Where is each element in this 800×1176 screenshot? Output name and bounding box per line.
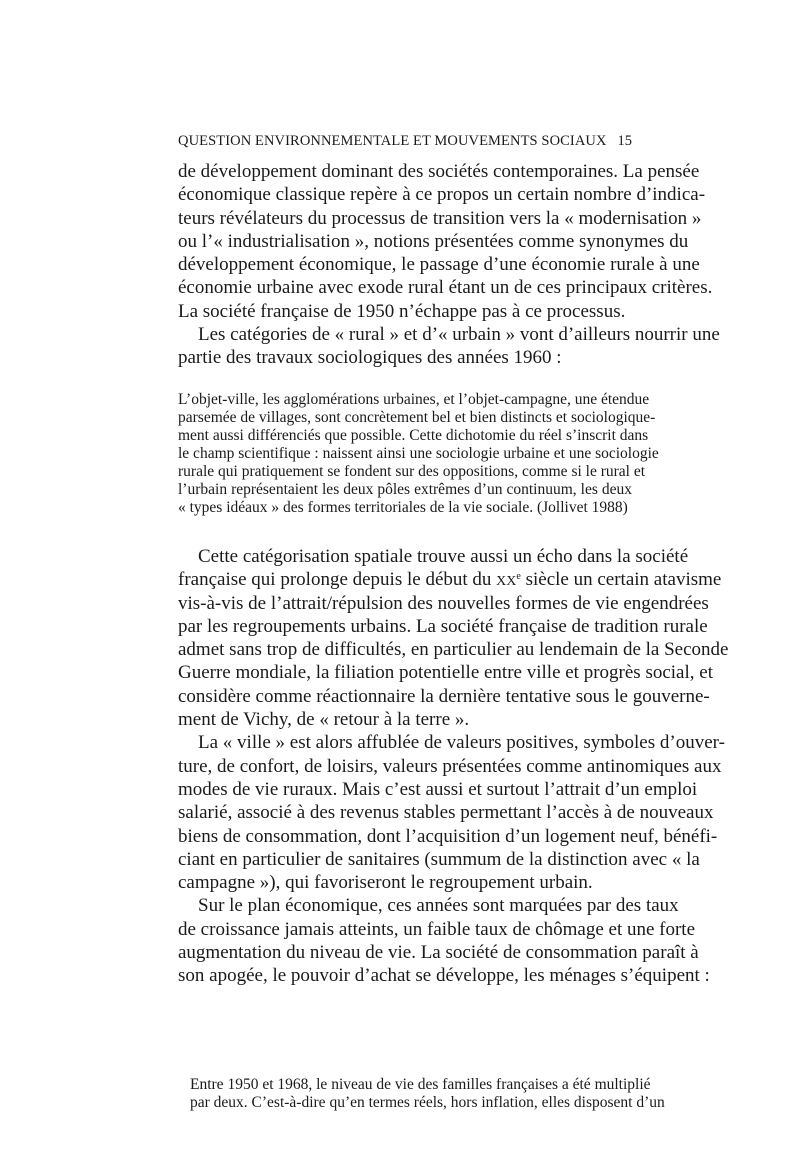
text-line: La « ville » est alors affublée de valeurs positives, symboles d’ouver-	[198, 732, 725, 754]
text-line: par les regroupements urbains. La société française de tradition rurale	[178, 615, 708, 637]
text-line: considère comme réactionnaire la dernière tentative sous le gouverne-	[178, 685, 710, 707]
quote-line: L’objet-ville, les agglomérations urbaines, et l’objet-campagne, une étendue	[178, 391, 650, 408]
text-line: La société française de 1950 n’échappe pas à ce processus.	[178, 300, 626, 322]
century-numeral: XX	[496, 574, 517, 590]
quote-line: par deux. C’est-à-dire qu’en termes réels, hors inflation, elles disposent d’un	[190, 1094, 665, 1111]
text-line: Les catégories de « rural » et d’« urbain » vont d’ailleurs nourrir une	[198, 324, 720, 346]
text-line: biens de consommation, dont l’acquisition d’un logement neuf, bénéfi-	[178, 825, 718, 847]
text-line: de croissance jamais atteints, un faible taux de chômage et une forte	[178, 918, 696, 940]
text-line: modes de vie ruraux. Mais c’est aussi et surtout l’attrait d’un emploi	[178, 778, 698, 800]
text-line: campagne »), qui favoriseront le regroupement urbain.	[178, 872, 593, 894]
text-line: de développement dominant des sociétés contemporaines. La pensée	[178, 161, 700, 182]
text-line: salarié, associé à des revenus stables permettant l’accès à de nouveaux	[178, 802, 714, 824]
text-line: développement économique, le passage d’une économie rurale à une	[178, 254, 700, 276]
text-span: française qui prolonge depuis le début du	[178, 569, 497, 591]
quote-line: rurale qui pratiquement se fondent sur des oppositions, comme si le rural et	[178, 463, 646, 480]
paragraph	[178, 731, 725, 894]
quote-line: parsemée de villages, sont concrètement bel et bien distincts et sociologique-	[178, 409, 656, 426]
text-line: partie des travaux sociologiques des années 1960 :	[178, 347, 562, 369]
text-line: son apogée, le pouvoir d’achat se développe, les ménages s’équipent :	[178, 965, 710, 987]
paragraph	[178, 545, 729, 731]
block-quote-jollivet	[178, 391, 659, 517]
quote-line: Entre 1950 et 1968, le niveau de vie des familles françaises a été multiplié	[190, 1076, 651, 1093]
quote-line: le champ scientifique : naissent ainsi une sociologie urbaine et une sociologie	[178, 445, 659, 462]
running-header	[178, 133, 632, 153]
text-line: ciant en particulier de sanitaires (summum de la distinction avec « la	[178, 848, 700, 870]
text-line: teurs révélateurs du processus de transition vers la « modernisation »	[178, 207, 702, 229]
body-text-section-1	[178, 160, 720, 370]
text-line: économique classique repère à ce propos un certain nombre d’indica-	[178, 184, 706, 206]
text-line: ou l’« industrialisation », notions présentées comme synonymes du	[178, 230, 689, 252]
text-span: siècle un certain atavisme	[520, 569, 722, 591]
block-quote-living-standards	[190, 1076, 665, 1112]
text-line: Guerre mondiale, la filiation potentielle entre ville et progrès social, et	[178, 662, 713, 684]
text-line: ment de Vichy, de « retour à la terre ».	[178, 709, 470, 731]
page-number: 15	[617, 133, 632, 149]
quote-line: « types idéaux » des formes territoriales de la vie sociale. (Jollivet 1988)	[178, 499, 628, 516]
paragraph	[178, 160, 713, 323]
text-line: vis-à-vis de l’attrait/répulsion des nouvelles formes de vie engendrées	[178, 592, 709, 614]
text-line	[178, 568, 722, 591]
text-line: admet sans trop de difficultés, en particulier au lendemain de la Seconde	[178, 639, 729, 661]
text-line: Sur le plan économique, ces années sont marquées par des taux	[198, 895, 679, 917]
text-line: augmentation du niveau de vie. La société de consommation paraît à	[178, 942, 699, 964]
body-text-section-2	[178, 545, 729, 988]
text-line: ture, de confort, de loisirs, valeurs présentées comme antinomiques aux	[178, 755, 722, 777]
text-line: économie urbaine avec exode rural étant un de ces principaux critères.	[178, 277, 713, 299]
quote-line: ment aussi différenciés que possible. Cette dichotomie du réel s’inscrit dans	[178, 427, 649, 444]
paragraph	[178, 894, 710, 987]
superscript: e	[516, 571, 521, 583]
text-line: Cette catégorisation spatiale trouve aussi un écho dans la société	[198, 546, 689, 567]
running-title: QUESTION ENVIRONNEMENTALE ET MOUVEMENTS SOCIAUX	[178, 133, 607, 149]
quote-line: l’urbain représentaient les deux pôles extrêmes d’un continuum, les deux	[178, 481, 632, 498]
paragraph	[178, 323, 720, 370]
